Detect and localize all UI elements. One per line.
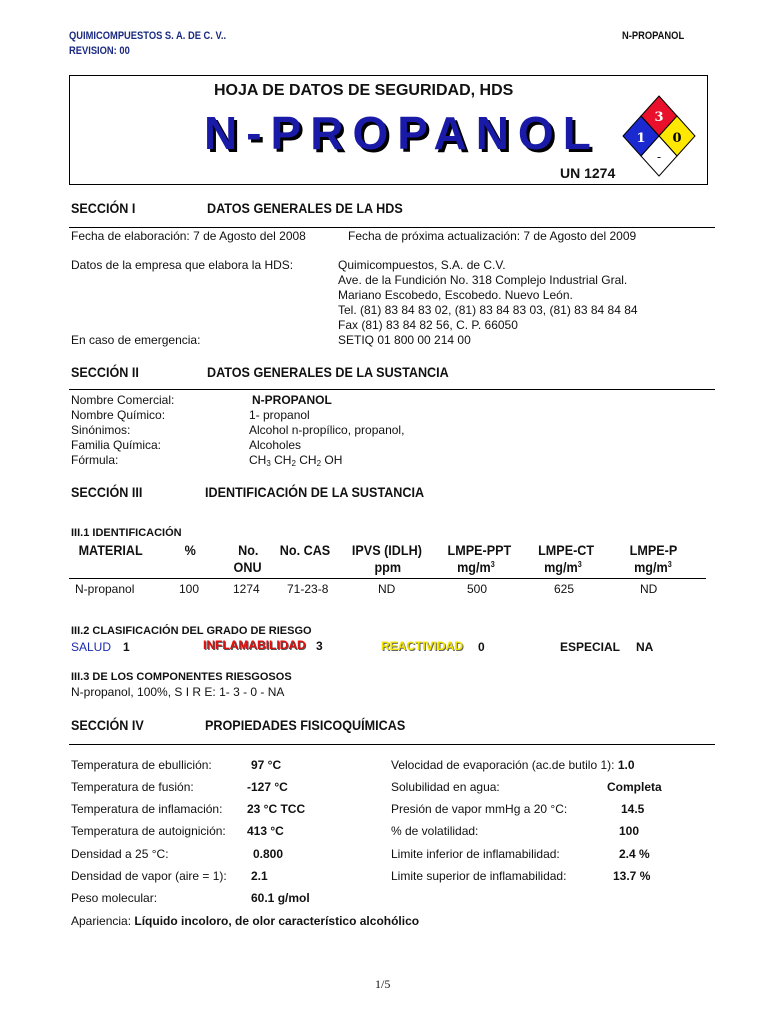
especial-label: ESPECIAL [560,640,621,654]
table-cell-percent: 100 [179,582,200,596]
table-cell-lmpe-p: ND [640,582,658,596]
prop-value: 97 °C [251,758,282,772]
col-header-lmpe-p: LMPE-P [629,542,678,558]
un-number: UN 1274 [560,165,616,181]
col-header-material: MATERIAL [78,542,143,558]
table-cell-lmpe-ct: 625 [554,582,575,596]
prop-value: -127 °C [247,780,288,794]
divider [69,578,706,579]
empresa-line: Tel. (81) 83 84 83 02, (81) 83 84 83 03, (81) 83 84 84 84 [338,303,638,317]
empresa-line: Ave. de la Fundición No. 318 Complejo Industrial Gral. [338,273,628,287]
col-header-onu: No. [238,542,259,558]
nfpa-diamond-icon [621,94,697,178]
formula-label: Fórmula: [71,453,119,467]
divider [69,744,715,745]
nfpa-reactivity: 0 [672,131,682,146]
reactividad-label: REACTIVIDAD [381,639,464,653]
salud-value: 1 [123,640,130,654]
section-3-heading: SECCIÓN III [71,484,143,500]
col-header-lmpe-ct: $mg/m^3$ [544,559,582,575]
prop-value: 2.4 % [619,847,650,861]
prop-label: Limite superior de inflamabilidad: [391,869,567,883]
prop-value: 14.5 [621,802,645,816]
sinonimos-label: Sinónimos: [71,423,131,437]
table-cell-ipvs: ND [378,582,396,596]
emergencia-value: SETIQ 01 800 00 214 00 [338,333,471,347]
prop-label: Velocidad de evaporación (ac.de butilo 1): 1.0 [391,758,635,772]
nfpa-flammability: 3 [654,110,664,125]
col-header-lmpe-p: $mg/m^3$ [634,559,672,575]
subsection-identificacion: III.1 IDENTIFICACIÓN [71,527,182,539]
especial-value: NA [636,640,654,654]
subsection-clasificacion: III.2 CLASIFICACIÓN DEL GRADO DE RIESGO [71,625,312,637]
prop-label: % de volatilidad: [391,824,479,838]
apariencia: Apariencia: Líquido incoloro, de olor característico alcohólico [71,914,420,928]
fecha-actualizacion: Fecha de próxima actualización: 7 de Agosto del 2009 [348,229,637,243]
formula-value: $CH_3$ $CH_2$ $CH_2$ OH [249,453,343,468]
col-header-ipvs: IPVS (IDLH) [351,542,422,558]
page-number: 1/5 [375,977,391,991]
nombre-comercial-value: N-PROPANOL [252,393,332,407]
prop-value: 100 [619,824,640,838]
section-3-title: IDENTIFICACIÓN DE LA SUSTANCIA [205,484,425,500]
section-2-heading: SECCIÓN II [71,364,139,380]
emergencia-label: En caso de emergencia: [71,333,201,347]
empresa-line: Mariano Escobedo, Escobedo. Nuevo León. [338,288,573,302]
subsection-componentes: III.3 DE LOS COMPONENTES RIESGOSOS [71,671,292,683]
fecha-elaboracion: Fecha de elaboración: 7 de Agosto del 2008 [71,229,306,243]
prop-value: 0.800 [253,847,284,861]
prop-label: Densidad a 25 °C: [71,847,169,861]
prop-label: Densidad de vapor (aire = 1): [71,869,227,883]
nombre-quimico-label: Nombre Químico: [71,408,166,422]
document-title: HOJA DE DATOS DE SEGURIDAD, HDS [214,82,514,99]
divider [69,389,715,390]
nfpa-health: 1 [636,131,646,146]
familia-value: Alcoholes [249,438,302,452]
prop-label: Limite inferior de inflamabilidad: [391,847,560,861]
prop-label: Solubilidad en agua: [391,780,500,794]
sinonimos-value: Alcohol n-propílico, propanol, [249,423,405,437]
familia-label: Familia Química: [71,438,162,452]
prop-label: Temperatura de fusión: [71,780,194,794]
section-2-title: DATOS GENERALES DE LA SUSTANCIA [207,364,449,380]
prop-label: Presión de vapor mmHg a 20 °C: [391,802,568,816]
col-header-onu: ONU [233,559,262,575]
header-product: N-PROPANOL [622,30,685,42]
product-title: N-PROPANOL [204,107,600,159]
prop-label: Temperatura de ebullición: [71,758,212,772]
table-cell-material: N-propanol [75,582,135,596]
section-4-heading: SECCIÓN IV [71,717,144,733]
col-header-lmpe-ppt: $mg/m^3$ [457,559,495,575]
col-header-lmpe-ct: LMPE-CT [538,542,595,558]
prop-label: Temperatura de autoignición: [71,824,226,838]
nombre-quimico-value: 1- propanol [249,408,310,422]
nfpa-special: - [656,150,662,164]
empresa-line: Fax (81) 83 84 82 56, C. P. 66050 [338,318,518,332]
company-name: QUIMICOMPUESTOS S. A. DE C. V.. [69,30,227,42]
prop-label: Peso molecular: [71,891,158,905]
prop-value: 13.7 % [613,869,651,883]
inflamabilidad-value: 3 [316,639,323,653]
col-header-ipvs: ppm [374,559,402,575]
revision: REVISION: 00 [69,45,130,57]
divider [69,227,715,228]
col-header-cas: No. CAS [279,542,331,558]
componentes-text: N-propanol, 100%, S I R E: 1- 3 - 0 - NA [71,685,285,699]
col-header-percent: % [184,542,196,558]
col-header-lmpe-ppt: LMPE-PPT [447,542,512,558]
table-cell-onu: 1274 [233,582,260,596]
prop-label: Temperatura de inflamación: [71,802,223,816]
section-1-heading: SECCIÓN I [71,200,136,216]
salud-label: SALUD [71,640,112,654]
section-1-title: DATOS GENERALES DE LA HDS [207,200,403,216]
prop-value: Completa [607,780,662,794]
prop-value: 413 °C [247,824,284,838]
empresa-line: Quimicompuestos, S.A. de C.V. [338,258,506,272]
inflamabilidad-label: INFLAMABILIDAD [203,638,306,652]
prop-value: 60.1 g/mol [251,891,310,905]
table-cell-cas: 71-23-8 [287,582,329,596]
prop-value: 2.1 [251,869,268,883]
nombre-comercial-label: Nombre Comercial: [71,393,175,407]
section-4-title: PROPIEDADES FISICOQUÍMICAS [205,717,406,733]
prop-value: 23 °C TCC [247,802,306,816]
empresa-label: Datos de la empresa que elabora la HDS: [71,258,294,272]
reactividad-value: 0 [478,640,485,654]
table-cell-lmpe-ppt: 500 [467,582,488,596]
